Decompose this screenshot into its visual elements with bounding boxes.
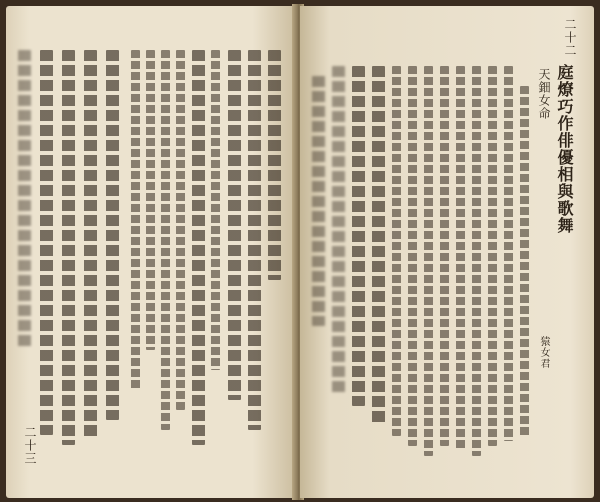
text-column (228, 50, 241, 400)
annotation-column (146, 50, 155, 350)
body-line-fragment: 天鈿女命 (537, 68, 551, 120)
text-column (372, 66, 385, 426)
annotation-column (408, 66, 417, 446)
annotation-column (456, 66, 465, 451)
annotation-column (176, 50, 185, 410)
text-column (18, 50, 31, 350)
annotation-column (504, 66, 513, 441)
text-column (352, 66, 365, 406)
section-title: 庭燎巧作俳優相與歌舞 (555, 64, 574, 234)
annotation-fragment: 猿女君 (538, 336, 549, 369)
annotation-column (440, 66, 449, 446)
text-column (192, 50, 205, 445)
left-page (6, 6, 296, 498)
text-column (40, 50, 53, 435)
text-column (106, 50, 119, 420)
page-number: 二十二 (563, 18, 577, 57)
text-column (84, 50, 97, 440)
annotation-column (392, 66, 401, 436)
annotation-column (211, 50, 220, 370)
annotation-column (472, 66, 481, 456)
page-number: 二十三 (23, 426, 37, 465)
annotation-column (131, 50, 140, 390)
annotation-column (161, 50, 170, 430)
text-column (268, 50, 281, 280)
right-page (300, 6, 594, 498)
text-column (332, 66, 345, 396)
annotation-column (520, 86, 529, 436)
text-column (248, 50, 261, 430)
text-column (62, 50, 75, 445)
annotation-column (488, 66, 497, 446)
text-column (312, 76, 325, 326)
annotation-column (424, 66, 433, 456)
